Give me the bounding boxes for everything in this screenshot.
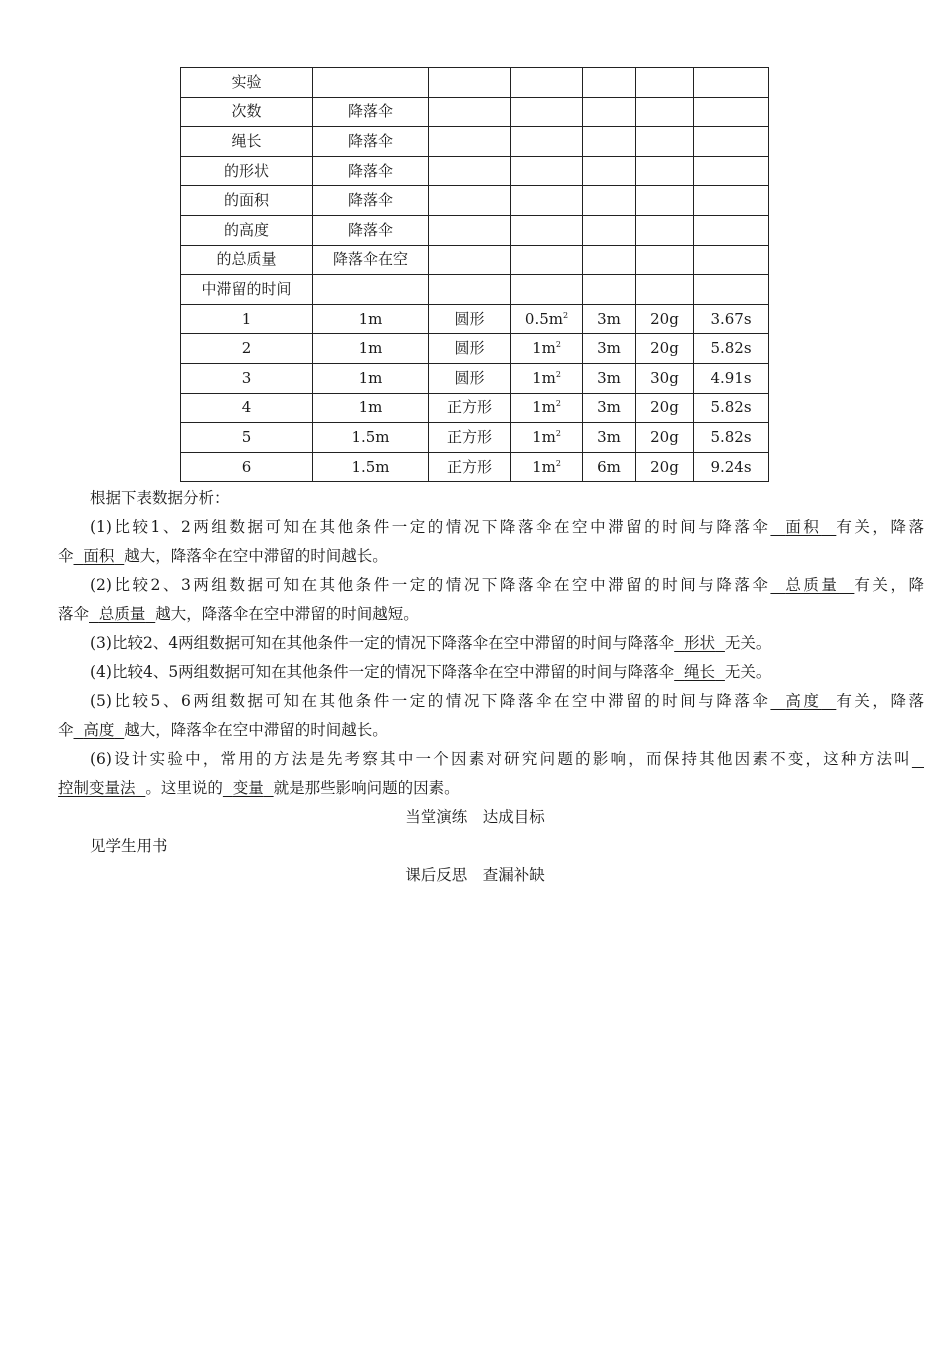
table-cell: 中滞留的时间: [181, 275, 313, 305]
answer-2b: 总质量: [98, 605, 146, 623]
table-cell-rope: 1m: [313, 363, 429, 393]
table-cell: [511, 215, 583, 245]
table-cell: [694, 127, 769, 157]
answer-2a: 总质量: [785, 576, 840, 594]
table-cell-height: 3m: [583, 363, 636, 393]
table-cell: [511, 156, 583, 186]
table-cell: [636, 186, 694, 216]
area-unit-superscript: 2: [555, 428, 561, 438]
table-row: [181, 423, 769, 453]
table-cell: [694, 245, 769, 275]
table-cell: [583, 245, 636, 275]
table-cell: [511, 186, 583, 216]
section-heading-practice: 当堂演练 达成目标: [405, 808, 545, 826]
table-cell: [429, 245, 511, 275]
table-header-row: [181, 186, 769, 216]
table-cell: [429, 215, 511, 245]
table-cell-shape: 圆形: [429, 363, 511, 393]
area-unit-superscript: 2: [555, 340, 561, 350]
table-cell-area: $1m^2$: [511, 334, 583, 364]
answer-1b: 面积: [83, 547, 115, 565]
question-2-line-2: 落伞 总质量 越大，降落伞在空中滞留的时间越短。: [58, 605, 419, 623]
table-header-row: [181, 215, 769, 245]
question-6-line-2: 控制变量法 。这里说的 变量 就是那些影响问题的因素。: [58, 779, 460, 797]
table-cell: 降落伞: [313, 127, 429, 157]
question-5-line-2: 伞 高度 越大，降落伞在空中滞留的时间越长。: [58, 721, 388, 739]
table-cell-shape: 圆形: [429, 334, 511, 364]
table-cell-time: 9.24s: [694, 452, 769, 482]
question-2-line-1: (2)比较2、3两组数据可知在其他条件一定的情况下降落伞在空中滞留的时间与降落伞 总质量 有关，降: [90, 576, 924, 594]
answer-5b: 高度: [83, 721, 115, 739]
see-student-book: 见学生用书: [90, 837, 168, 855]
table-cell: [429, 275, 511, 305]
table-cell: 降落伞: [313, 156, 429, 186]
table-cell: 降落伞在空: [313, 245, 429, 275]
table-cell-mass: 20g: [636, 452, 694, 482]
table-cell: [636, 127, 694, 157]
table-cell-time: 3.67s: [694, 304, 769, 334]
table-cell: [583, 156, 636, 186]
table-cell-time: 4.91s: [694, 363, 769, 393]
question-6-line-1: (6)设计实验中，常用的方法是先考察其中一个因素对研究问题的影响，而保持其他因素不变，这种方法叫: [90, 750, 912, 768]
table-cell-height: 3m: [583, 334, 636, 364]
table-header-row: [181, 68, 769, 98]
answer-5a: 高度: [785, 692, 822, 710]
question-5-line-1: (5)比较5、6两组数据可知在其他条件一定的情况下降落伞在空中滞留的时间与降落伞 高度 有关，降落: [90, 692, 924, 710]
question-1-line-2: 伞 面积 越大，降落伞在空中滞留的时间越长。: [58, 547, 388, 565]
table-header-row: [181, 156, 769, 186]
table-cell-time: 5.82s: [694, 334, 769, 364]
table-cell: 的形状: [181, 156, 313, 186]
area-unit-superscript: 2: [555, 369, 561, 379]
table-cell-mass: 20g: [636, 304, 694, 334]
table-cell: [636, 97, 694, 127]
table-header-row: [181, 127, 769, 157]
table-cell-rope: 1m: [313, 304, 429, 334]
table-row: [181, 393, 769, 423]
table-cell: 的面积: [181, 186, 313, 216]
table-cell: [583, 186, 636, 216]
table-cell-area: $0.5m^2$: [511, 304, 583, 334]
table-cell: [429, 68, 511, 98]
table-cell: [694, 275, 769, 305]
table-cell: [429, 156, 511, 186]
answer-6a: 控制变量法: [58, 779, 136, 797]
answer-6b: 变量: [232, 779, 264, 797]
area-unit-superscript: 2: [555, 399, 561, 409]
experiment-table: [180, 67, 769, 482]
table-cell: 绳长: [181, 127, 313, 157]
table-cell-n: 3: [181, 363, 313, 393]
table-cell-mass: 20g: [636, 334, 694, 364]
answer-3: 形状: [684, 634, 716, 652]
table-cell-shape: 正方形: [429, 423, 511, 453]
table-cell: [583, 275, 636, 305]
table-row: [181, 363, 769, 393]
table-cell: [511, 127, 583, 157]
table-cell-n: 4: [181, 393, 313, 423]
table-cell: [429, 97, 511, 127]
table-cell: 降落伞: [313, 97, 429, 127]
table-cell: [583, 215, 636, 245]
answer-4: 绳长: [684, 663, 716, 681]
table-cell-shape: 正方形: [429, 452, 511, 482]
section-heading-reflection: 课后反思 查漏补缺: [405, 866, 545, 884]
table-row: [181, 334, 769, 364]
table-cell: [511, 68, 583, 98]
table-cell: [694, 68, 769, 98]
table-cell: [636, 156, 694, 186]
table-cell: [511, 245, 583, 275]
table-header-row: [181, 97, 769, 127]
area-unit-superscript: 2: [555, 458, 561, 468]
table-cell: [313, 275, 429, 305]
table-cell-shape: 正方形: [429, 393, 511, 423]
table-cell-height: 6m: [583, 452, 636, 482]
table-cell: [583, 68, 636, 98]
table-cell: 降落伞: [313, 186, 429, 216]
table-cell-n: 1: [181, 304, 313, 334]
table-cell: 的总质量: [181, 245, 313, 275]
table-cell-height: 3m: [583, 393, 636, 423]
table-cell-area: $1m^2$: [511, 363, 583, 393]
table-cell-time: 5.82s: [694, 393, 769, 423]
table-cell: [511, 275, 583, 305]
answer-1a: 面积: [785, 518, 822, 536]
analysis-intro: 根据下表数据分析：: [90, 489, 230, 507]
table-cell: 的高度: [181, 215, 313, 245]
table-cell-rope: 1m: [313, 334, 429, 364]
table-cell: [511, 97, 583, 127]
table-cell-height: 3m: [583, 423, 636, 453]
table-cell-height: 3m: [583, 304, 636, 334]
table-cell-area: $1m^2$: [511, 423, 583, 453]
table-cell-rope: 1.5m: [313, 452, 429, 482]
table-cell: [583, 97, 636, 127]
table-cell: [429, 186, 511, 216]
table-header-row: [181, 275, 769, 305]
table-cell-shape: 圆形: [429, 304, 511, 334]
table-cell-time: 5.82s: [694, 423, 769, 453]
table-cell-area: $1m^2$: [511, 452, 583, 482]
table-row: [181, 452, 769, 482]
question-1-line-1: (1)比较1、2两组数据可知在其他条件一定的情况下降落伞在空中滞留的时间与降落伞 面积 有关，降落: [90, 518, 924, 536]
table-cell: 降落伞: [313, 215, 429, 245]
table-cell: [636, 245, 694, 275]
table-cell: 次数: [181, 97, 313, 127]
table-cell: [694, 215, 769, 245]
table-cell: [429, 127, 511, 157]
table-cell: [583, 127, 636, 157]
question-3: (3)比较2、4两组数据可知在其他条件一定的情况下降落伞在空中滞留的时间与降落伞 形状 无关。: [90, 634, 772, 652]
table-cell-mass: 20g: [636, 423, 694, 453]
table-cell: [694, 186, 769, 216]
table-cell-mass: 30g: [636, 363, 694, 393]
table-cell: [694, 97, 769, 127]
table-row: [181, 304, 769, 334]
table-cell: [313, 68, 429, 98]
table-header-row: [181, 245, 769, 275]
table-cell: [636, 215, 694, 245]
table-cell-n: 6: [181, 452, 313, 482]
table-cell-rope: 1m: [313, 393, 429, 423]
table-cell: [636, 275, 694, 305]
table-cell-area: $1m^2$: [511, 393, 583, 423]
table-cell: [694, 156, 769, 186]
table-cell-mass: 20g: [636, 393, 694, 423]
table-cell-n: 5: [181, 423, 313, 453]
table-cell-n: 2: [181, 334, 313, 364]
table-cell: [636, 68, 694, 98]
table-cell: 实验: [181, 68, 313, 98]
area-unit-superscript: 2: [563, 310, 569, 320]
table-cell-rope: 1.5m: [313, 423, 429, 453]
question-4: (4)比较4、5两组数据可知在其他条件一定的情况下降落伞在空中滞留的时间与降落伞 绳长 无关。: [90, 663, 772, 681]
